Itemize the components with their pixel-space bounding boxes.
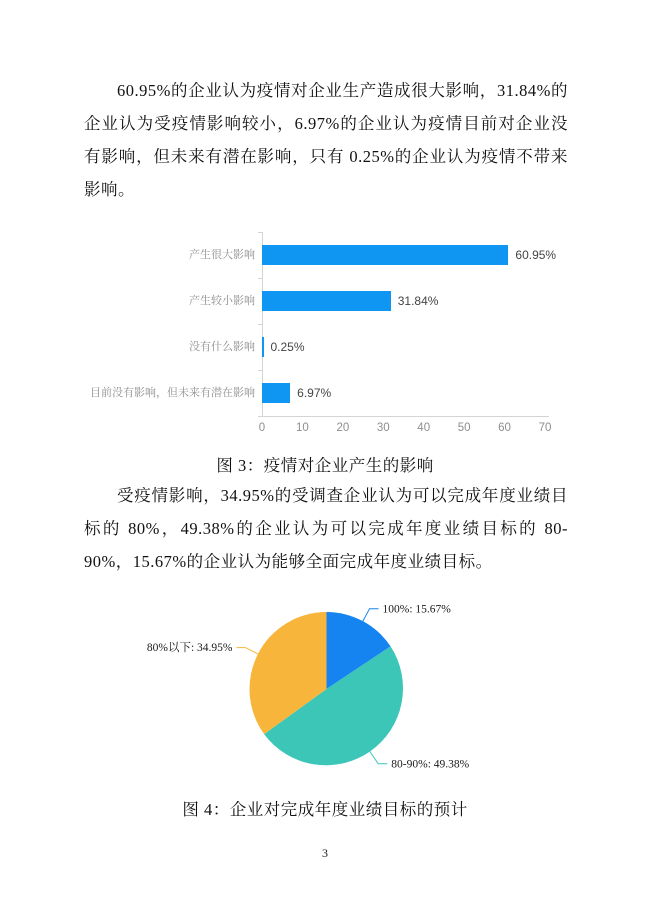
bar-value-label: 6.97% [297, 386, 332, 400]
bar-category-label: 产生很大影响 [189, 249, 255, 261]
x-axis-tick-label: 20 [336, 422, 350, 434]
x-axis-tick-label: 0 [258, 422, 266, 434]
pie-leader-line [362, 609, 378, 622]
x-axis-tick-label: 40 [417, 422, 431, 434]
y-axis-tick [258, 370, 262, 371]
x-axis-tick-label: 30 [376, 422, 390, 434]
paragraph-epidemic-impact: 60.95%的企业认为疫情对企业生产造成很大影响，31.84%的企业认为受疫情影响较小，6.97%的企业认为疫情目前对企业没有影响，但未来有潜在影响，只有 0.25%的企业认为疫情不带来影响。 [84, 81, 568, 199]
bar-category-label: 没有什么影响 [189, 341, 255, 353]
page-number: 3 [322, 846, 328, 860]
figure4-caption: 图 4：企业对完成年度业绩目标的预计 [182, 800, 468, 819]
bar-value-label: 31.84% [397, 294, 439, 308]
paragraph-annual-target: 受疫情影响，34.95%的受调查企业认为可以完成年度业绩目标的 80%，49.38%的企业认为可以完成年度业绩目标的 80-90%，15.67%的企业认为能够全面完成年度业绩目标。 [84, 486, 568, 571]
bar-1 [262, 245, 508, 265]
bar-category-label: 产生较小影响 [189, 295, 255, 307]
x-axis-tick-label: 10 [296, 422, 309, 434]
pie-slice-label: 80-90%: 49.38% [391, 758, 470, 771]
bar-value-label: 0.25% [270, 340, 305, 354]
pie-leader-line [237, 648, 259, 655]
bar-value-label: 60.95% [515, 248, 557, 262]
bar-2 [262, 291, 391, 311]
figure3-caption: 图 3：疫情对企业产生的影响 [216, 456, 434, 475]
x-axis-tick-label: 60 [498, 422, 511, 434]
pie-chart-figure4 [0, 593, 650, 798]
y-axis-tick [258, 278, 262, 279]
bar-category-label: 目前没有影响，但未来有潜在影响 [90, 387, 255, 399]
bar-chart-figure3 [0, 230, 650, 442]
x-axis-tick-label: 50 [457, 422, 471, 434]
y-axis-tick [258, 232, 262, 233]
bar-chart-x-axis [262, 416, 549, 417]
pie-slice-label: 80%以下: 34.95% [146, 642, 233, 655]
pie-slice-label: 100%: 15.67% [382, 603, 451, 616]
y-axis-tick [258, 324, 262, 325]
bar-3 [262, 337, 264, 357]
bar-4 [262, 383, 290, 403]
pie-leader-line [370, 752, 388, 764]
x-axis-tick-label: 70 [538, 422, 552, 434]
